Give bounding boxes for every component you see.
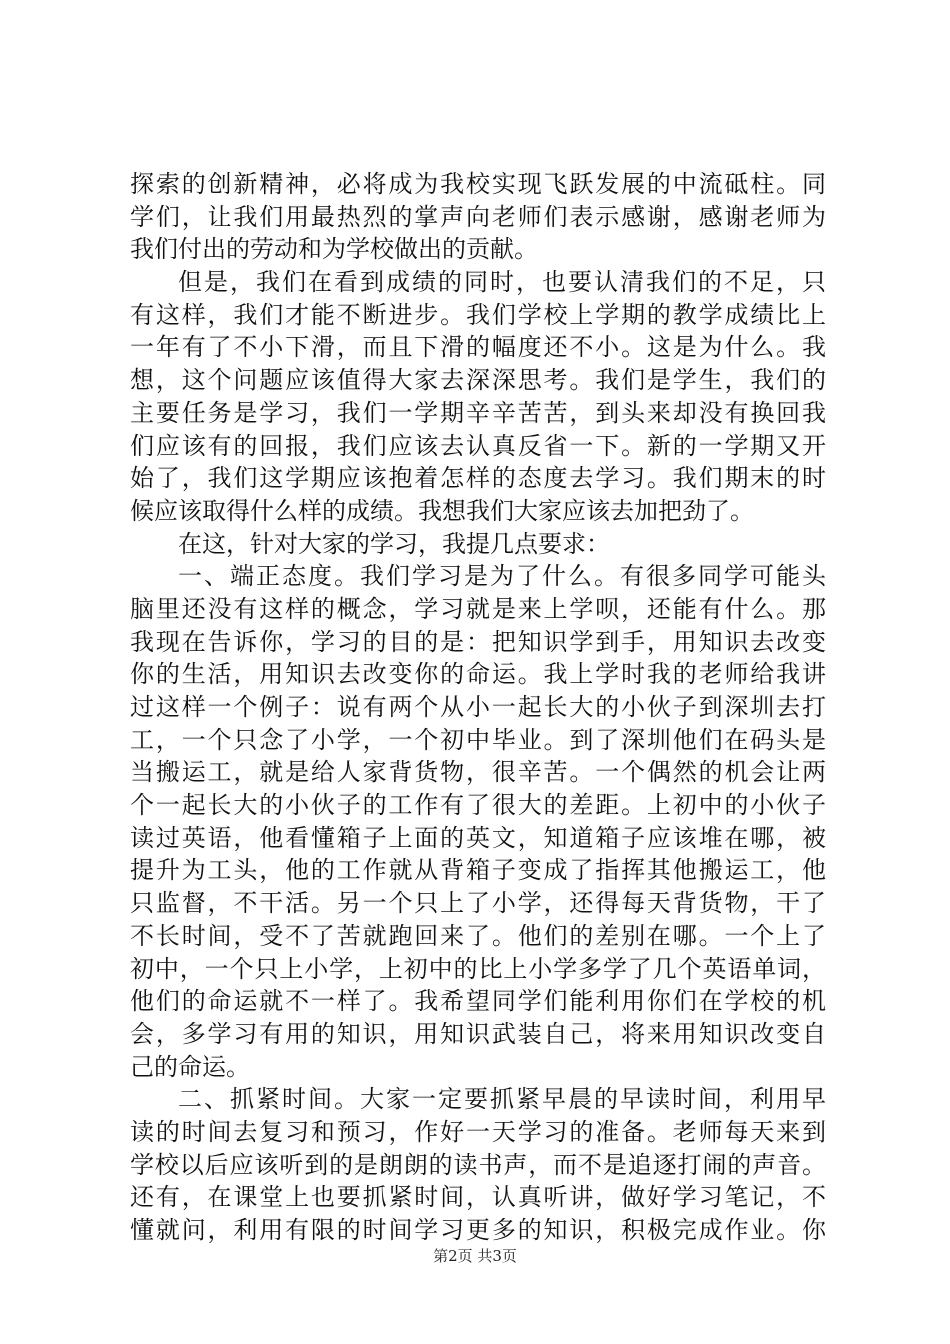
text-line: 候应该取得什么样的成绩。我想我们大家应该去加把劲了。: [130, 496, 754, 525]
text-line: 有这样，我们才能不断进步。我们学校上学期的教学成绩比上: [130, 300, 826, 329]
text-line: 们应该有的回报，我们应该去认真反省一下。新的一学期又开: [130, 431, 826, 460]
text-line: 只监督，不干活。另一个只上了小学，还得每天背货物，干了: [130, 889, 826, 918]
text-line: 读的时间去复习和预习，作好一天学习的准备。老师每天来到: [130, 1117, 826, 1146]
text-line: 主要任务是学习，我们一学期辛辛苦苦，到头来却没有换回我: [130, 398, 826, 427]
text-line: 学校以后应该听到的是朗朗的读书声，而不是追逐打闹的声音。: [130, 1150, 826, 1179]
text-line: 还有，在课堂上也要抓紧时间，认真听讲，做好学习笔记，不: [130, 1183, 826, 1212]
text-line: 会，多学习有用的知识，用知识武装自己，将来用知识改变自: [130, 1019, 826, 1048]
text-line: 懂就问，利用有限的时间学习更多的知识，积极完成作业。你: [130, 1216, 826, 1244]
text-line: 探索的创新精神，必将成为我校实现飞跃发展的中流砥柱。同: [130, 170, 826, 198]
paragraph-start-line: 但是，我们在看到成绩的同时，也要认清我们的不足，只: [178, 268, 826, 297]
text-line: 提升为工头，他的工作就从背箱子变成了指挥其他搬运工，他: [130, 856, 826, 885]
page-number-footer: 第2页 共3页: [433, 1247, 517, 1265]
text-line: 你的生活，用知识去改变你的命运。我上学时我的老师给我讲: [130, 660, 826, 689]
text-line: 他们的命运就不一样了。我希望同学们能利用你们在学校的机: [130, 987, 826, 1016]
text-line: 一年有了不小下滑，而且下滑的幅度还不小。这是为什么。我: [130, 333, 826, 362]
text-line: 想，这个问题应该值得大家去深深思考。我们是学生，我们的: [130, 366, 826, 395]
text-line: 学们，让我们用最热烈的掌声向老师们表示感谢，感谢老师为: [130, 202, 826, 231]
text-line: 过这样一个例子：说有两个从小一起长大的小伙子到深圳去打: [130, 693, 826, 721]
paragraph-start-line: 在这，针对大家的学习，我提几点要求：: [178, 529, 610, 558]
text-line: 当搬运工，就是给人家背货物，很辛苦。一个偶然的机会让两: [130, 758, 826, 787]
text-line: 个一起长大的小伙子的工作有了很大的差距。上初中的小伙子: [130, 791, 826, 820]
paragraph-start-line: 一、端正态度。我们学习是为了什么。有很多同学可能头: [178, 562, 826, 591]
text-line: 始了，我们这学期应该抱着怎样的态度去学习。我们期末的时: [130, 464, 826, 493]
text-line: 脑里还没有这样的概念，学习就是来上学呗，还能有什么。那: [130, 594, 826, 623]
text-line: 读过英语，他看懂箱子上面的英文，知道箱子应该堆在哪，被: [130, 823, 826, 852]
text-line: 初中，一个只上小学，上初中的比上小学多学了几个英语单词，: [130, 954, 826, 983]
text-line: 不长时间，受不了苦就跑回来了。他们的差别在哪。一个上了: [130, 921, 826, 950]
text-line: 我们付出的劳动和为学校做出的贡献。: [130, 235, 538, 264]
text-line: 工，一个只念了小学，一个初中毕业。到了深圳他们在码头是: [130, 725, 826, 754]
text-line: 我现在告诉你，学习的目的是：把知识学到手，用知识去改变: [130, 627, 826, 656]
document-body: [130, 168, 826, 1247]
text-line: 己的命运。: [130, 1052, 250, 1081]
paragraph-start-line: 二、抓紧时间。大家一定要抓紧早晨的早读时间，利用早: [178, 1085, 826, 1114]
